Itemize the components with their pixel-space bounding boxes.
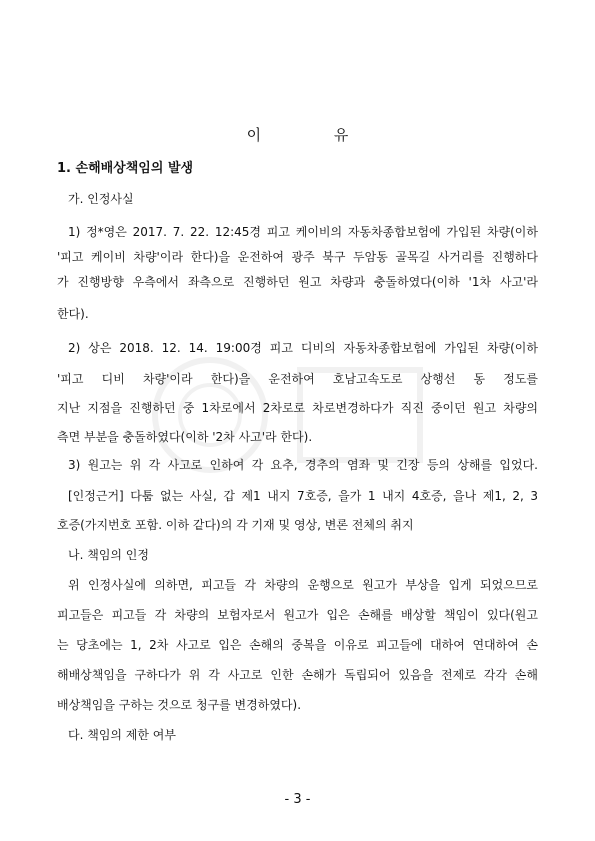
section-1-heading: 1. 손해배상책임의 발생	[57, 161, 194, 176]
page-number: - 3 -	[284, 792, 311, 807]
subsection-b-heading: 나. 책임의 인정	[68, 548, 149, 562]
para2-line2: '피고 디비 차량'이라 한다)을 운전하여 호남고속도로 상행선 동 정도를	[57, 372, 538, 386]
subsection-c-heading: 다. 책임의 제한 여부	[68, 728, 176, 742]
para-b-line5: 배상책임을 구하는 것으로 청구를 변경하였다).	[57, 698, 302, 712]
para1-line4: 한다).	[57, 307, 89, 321]
para1-line2: '피고 케이비 차량'이라 한다)을 운전하여 광주 북구 두암동 골목길 사거리를 진행하다	[57, 250, 538, 264]
para2-line4: 측면 부분을 충돌하였다(이하 '2차 사고'라 한다).	[57, 430, 313, 444]
para1-line3: 가 진행방향 우측에서 좌측으로 진행하던 원고 차량과 충돌하였다(이하 '1차 사고'라	[57, 275, 538, 289]
para3-line1: 3) 원고는 위 각 사고로 인하여 각 요추, 경추의 염좌 및 긴장 등의 상해를 입었다.	[68, 458, 538, 472]
document-title: 이 유	[246, 126, 383, 144]
para1-line1: 1) 정*영은 2017. 7. 22. 12:45경 피고 케이비의 자동차종합보험에 가입된 차량(이하	[68, 225, 538, 239]
para-b-line4: 해배상책임을 구하다가 위 각 사고로 인한 손해가 독립되어 있음을 전제로 각각 손해	[57, 668, 538, 682]
para2-line1: 2) 상은 2018. 12. 14. 19:00경 피고 디비의 자동차종합보험에 가입된 차량(이하	[68, 341, 538, 355]
para-b-line3: 는 당초에는 1, 2차 사고로 입은 손해의 중복을 이유로 피고들에 대하여 연대하여 손	[57, 638, 538, 652]
subsection-a-heading: 가. 인정사실	[68, 192, 134, 206]
evidence-line2: 호증(가지번호 포함. 이하 같다)의 각 기재 및 영상, 변론 전체의 취지	[57, 518, 414, 532]
para-b-line1: 위 인정사실에 의하면, 피고들 각 차량의 운행으로 원고가 부상을 입게 되었으므로	[68, 578, 538, 592]
para2-line3: 지난 지점을 진행하던 중 1차로에서 2차로로 차로변경하다가 직진 중이던 원고 차량의	[57, 401, 538, 415]
para-b-line2: 피고들은 피고들 각 차량의 보험자로서 원고가 입은 손해를 배상할 책임이 있다(원고	[57, 608, 538, 622]
evidence-line1: [인정근거] 다툼 없는 사실, 갑 제1 내지 7호증, 을가 1 내지 4호증, 을나 제1, 2, 3	[68, 489, 538, 503]
